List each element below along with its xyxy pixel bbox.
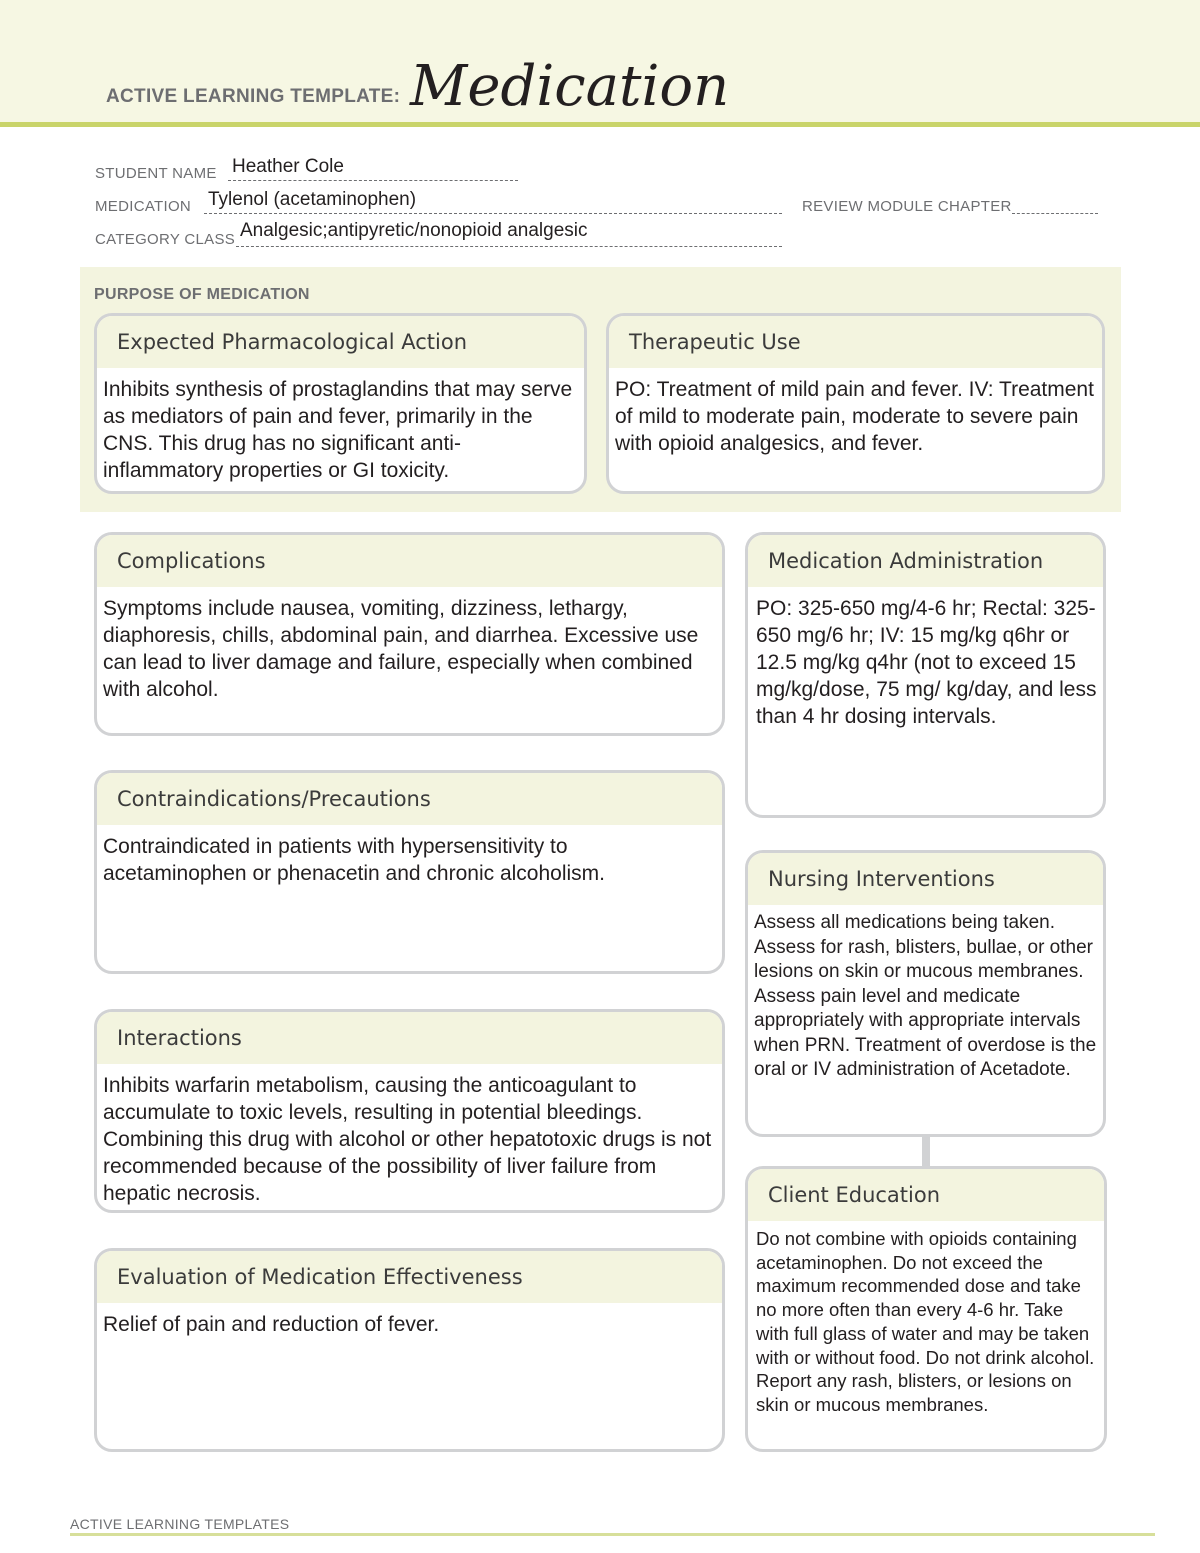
student-name-label: STUDENT NAME [95,165,217,182]
medication-value: Tylenol (acetaminophen) [208,189,417,210]
nursing-interventions-text: Assess all medications being taken. Assess for rash, blisters, bullae, or other lesions on skin or mucous membranes. Assess pain level and medicate appropriately with appropriate intervals when PRN. Treatment of overdose is the oral or IV administration of Acetadote. [754,912,1097,1080]
review-module-line [1012,213,1098,214]
purpose-title: PURPOSE OF MEDICATION [94,286,310,303]
therapeutic-use-title: Therapeutic Use [629,330,801,354]
card-header [748,1169,1104,1221]
nursing-interventions-title: Nursing Interventions [768,867,995,891]
administration-title: Medication Administration [768,549,1044,573]
card-header [97,773,722,825]
complications-text: Symptoms include nausea, vomiting, dizziness, lethargy, diaphoresis, chills, abdominal pain, and diarrhea. Excessive use can lead to liver damage and failure, especially when combined with alcohol. [103,597,699,701]
therapeutic-use-card [606,313,1105,494]
footer-label: ACTIVE LEARNING TEMPLATES [70,1516,290,1532]
footer-divider [70,1533,1155,1536]
card-header [97,1012,722,1064]
header-divider [0,122,1200,127]
complications-card [94,532,725,736]
therapeutic-use-text: PO: Treatment of mild pain and fever. IV: Treatment of mild to moderate pain, moderate to severe pain with opioid analgesics, and fever. [615,378,1094,455]
complications-title: Complications [117,549,266,573]
evaluation-card [94,1248,725,1452]
expected-action-card [94,313,587,494]
client-education-card [745,1166,1107,1452]
card-header [97,535,722,587]
card-header [97,1251,722,1303]
student-name-line [228,180,518,181]
administration-card [745,532,1106,818]
client-education-title: Client Education [768,1183,941,1207]
card-header [748,535,1103,587]
student-name-value: Heather Cole [232,156,344,177]
card-header [609,316,1102,368]
client-education-text: Do not combine with opioids containing acetaminophen. Do not exceed the maximum recommended dose and take no more often than every 4-6 hr. Take with full glass of water and may be taken with or without food. Do not drink alcohol. Report any rash, blisters, or lesions on skin or mucous membranes. [756,1228,1095,1415]
category-class-label: CATEGORY CLASS [95,231,236,248]
card-header [748,853,1103,905]
interactions-card [94,1009,725,1213]
medication-label: MEDICATION [95,198,192,215]
administration-text: PO: 325-650 mg/4-6 hr; Rectal: 325-650 mg/6 hr; IV: 15 mg/kg q6hr or 12.5 mg/kg q4hr (not to exceed 15 mg/kg/dose, 75 mg/ kg/day, and less than 4 hr dosing intervals. [756,597,1097,728]
interactions-text: Inhibits warfarin metabolism, causing the anticoagulant to accumulate to toxic levels, resulting in potential bleedings. Combining this drug with alcohol or other hepatotoxic drugs is not recommended because of the possibility of liver failure from hepatic necrosis. [103,1074,712,1205]
contraindications-card [94,770,725,974]
review-module-label: REVIEW MODULE CHAPTER [802,198,1012,215]
page-title: Medication [410,54,730,119]
medication-line [204,213,782,214]
evaluation-text: Relief of pain and reduction of fever. [103,1313,440,1336]
evaluation-title: Evaluation of Medication Effectiveness [117,1265,523,1289]
category-class-value: Analgesic;antipyretic/nonopioid analgesic [240,220,588,241]
contraindications-text: Contraindicated in patients with hypersensitivity to acetaminophen or phenacetin and chronic alcoholism. [103,835,605,885]
card-header [97,316,584,368]
card-connector [922,1135,930,1166]
contraindications-title: Contraindications/Precautions [117,787,431,811]
category-class-line [236,246,782,247]
template-label: ACTIVE LEARNING TEMPLATE: [106,86,401,107]
nursing-interventions-card [745,850,1106,1137]
expected-action-text: Inhibits synthesis of prostaglandins that may serve as mediators of pain and fever, primarily in the CNS. This drug has no significant anti-inflammatory properties or GI toxicity. [103,378,573,482]
interactions-title: Interactions [117,1026,242,1050]
expected-action-title: Expected Pharmacological Action [117,330,468,354]
